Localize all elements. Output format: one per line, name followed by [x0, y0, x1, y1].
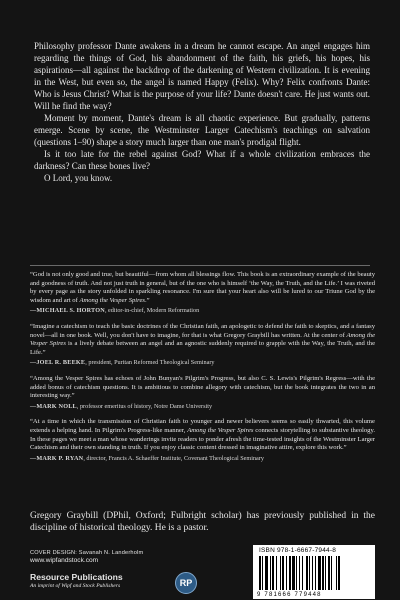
publisher-logo-icon: RP: [175, 572, 197, 594]
endorsement-text: .”: [144, 296, 150, 304]
publisher-name: Resource Publications: [30, 572, 123, 582]
endorsement: [30, 418, 375, 463]
endorsement-attribution: [30, 403, 375, 412]
endorsement: [30, 375, 375, 411]
blurb-paragraph: Philosophy professor Dante awakens in a dream he cannot escape. An angel engages him regarding the things of God, his abandonment of the faith, his griefs, his hopes, his aspirations—all against the backdrop of the darkening of Western civilization. It is evening in the West, but even so, the angel is named Happy (Felix). Why? Felix confronts Dante: Who is Jesus Christ? What is the purpose of your life? Dante doesn't care. He just wants out. Will he find the way?: [34, 41, 370, 111]
endorser-name: —MICHAEL S. HORTON: [30, 307, 105, 315]
isbn-label: ISBN 978-1-6667-7944-8: [259, 547, 337, 554]
endorsement-text: “At a time in which the transmission of Christian faith to younger and newer believers seems so easily thwarted, this volume extends a helping hand. In Pilgrim's Progress-like manner,: [30, 418, 375, 434]
publisher-block: [30, 572, 190, 589]
back-cover-blurb: [34, 40, 370, 184]
isbn-barcode: [253, 545, 375, 599]
endorsement-text: is a lively debate between an angel and an agnostic suddenly required to grapple with the Way, the Truth, and the Life.”: [30, 340, 376, 356]
endorsement-attribution: [30, 307, 375, 316]
endorsement-text: connects storytelling to substantive theology. In these pages we meet a man whose wanderings invite readers to ponder afresh the time-tested insights of the Westminster Larger Catechism and their own standing in truth. If you enjoy classic content dressed in imaginative attire, explore this work.”: [30, 426, 375, 452]
book-title: Among the Vesper Spires: [187, 426, 254, 434]
endorser-name: —MARK NOLL: [30, 402, 77, 410]
book-title: Among the Vesper Spires: [30, 331, 375, 348]
endorser-role: , president, Puritan Reformed Theological Seminary: [85, 359, 215, 367]
cover-design-credit: COVER DESIGN: Savanah N. Landerholm: [30, 550, 144, 556]
endorsement-text: “Among the Vesper Spires has echoes of John Bunyan's Pilgrim's Progress, but also C. S. Lewis's Pilgrim's Regress—with the added bonus of catechism questions. It is ambitious to combine allegory with catechism, but the book integrates the two in an interesting way.”: [30, 374, 375, 400]
endorser-name: —JOEL R. BEEKE: [30, 359, 86, 367]
endorsement: [30, 271, 375, 316]
blurb-paragraph: Is it too late for the rebel against God? What if a whole civilization embraces the darkness? Can these bones live?: [34, 149, 370, 171]
endorsement: [30, 323, 375, 368]
barcode-digits: 9 781666 779448: [257, 592, 322, 598]
endorsement-text: “Imagine a catechism to teach the basic doctrines of the Christian faith, an apologetic to defend the faith to skeptics, and a fantasy novel—all in one book. Well, you don't have to imagine, for that is what Gregory Graybill has written. At the center of: [30, 322, 375, 339]
endorser-name: —MARK P. RYAN: [30, 454, 84, 462]
author-bio: Gregory Graybill (DPhil, Oxford; Fulbright scholar) has previously published in the discipline of historical theology. He is a pastor.: [30, 511, 375, 533]
endorsement-text: “God is not only good and true, but beautiful—from whom all blessings flow. This book is an extraordinary example of the beauty and goodness of truth. And not just truth in general, but of the one who is himself ‘the Way, the Truth, and the Life.’ I was riveted by every page as the story unfolded in sparkling resonance. I'm sure that your heart also will be lured to our Triune God by the wisdom and art of: [30, 271, 375, 304]
endorser-role: , editor-in-chief, Modern Reformation: [104, 307, 200, 315]
blurb-paragraph: Moment by moment, Dante's dream is all chaotic experience. But gradually, patterns emerge. Scene by scene, the Westminster Larger Catechism's teachings on salvation (questions 1–90) shape a story much larger than one man's prodigal flight.: [34, 113, 370, 147]
endorsement-attribution: [30, 359, 375, 368]
endorser-role: , professor emeritus of history, Notre Dame University: [76, 402, 213, 410]
divider: [30, 265, 370, 266]
publisher-website: www.wipfandstock.com: [30, 557, 99, 564]
book-title: Among the Vesper Spires: [79, 296, 145, 304]
blurb-paragraph: O Lord, you know.: [44, 173, 113, 183]
barcode-icon: [259, 556, 369, 590]
endorsement-attribution: [30, 455, 375, 464]
endorser-role: , director, Francis A. Schaeffer Institute, Covenant Theological Seminary: [83, 454, 264, 462]
credits: [30, 550, 180, 564]
publisher-imprint: An imprint of Wipf and Stock Publishers: [30, 583, 121, 589]
endorsements: [30, 271, 375, 470]
